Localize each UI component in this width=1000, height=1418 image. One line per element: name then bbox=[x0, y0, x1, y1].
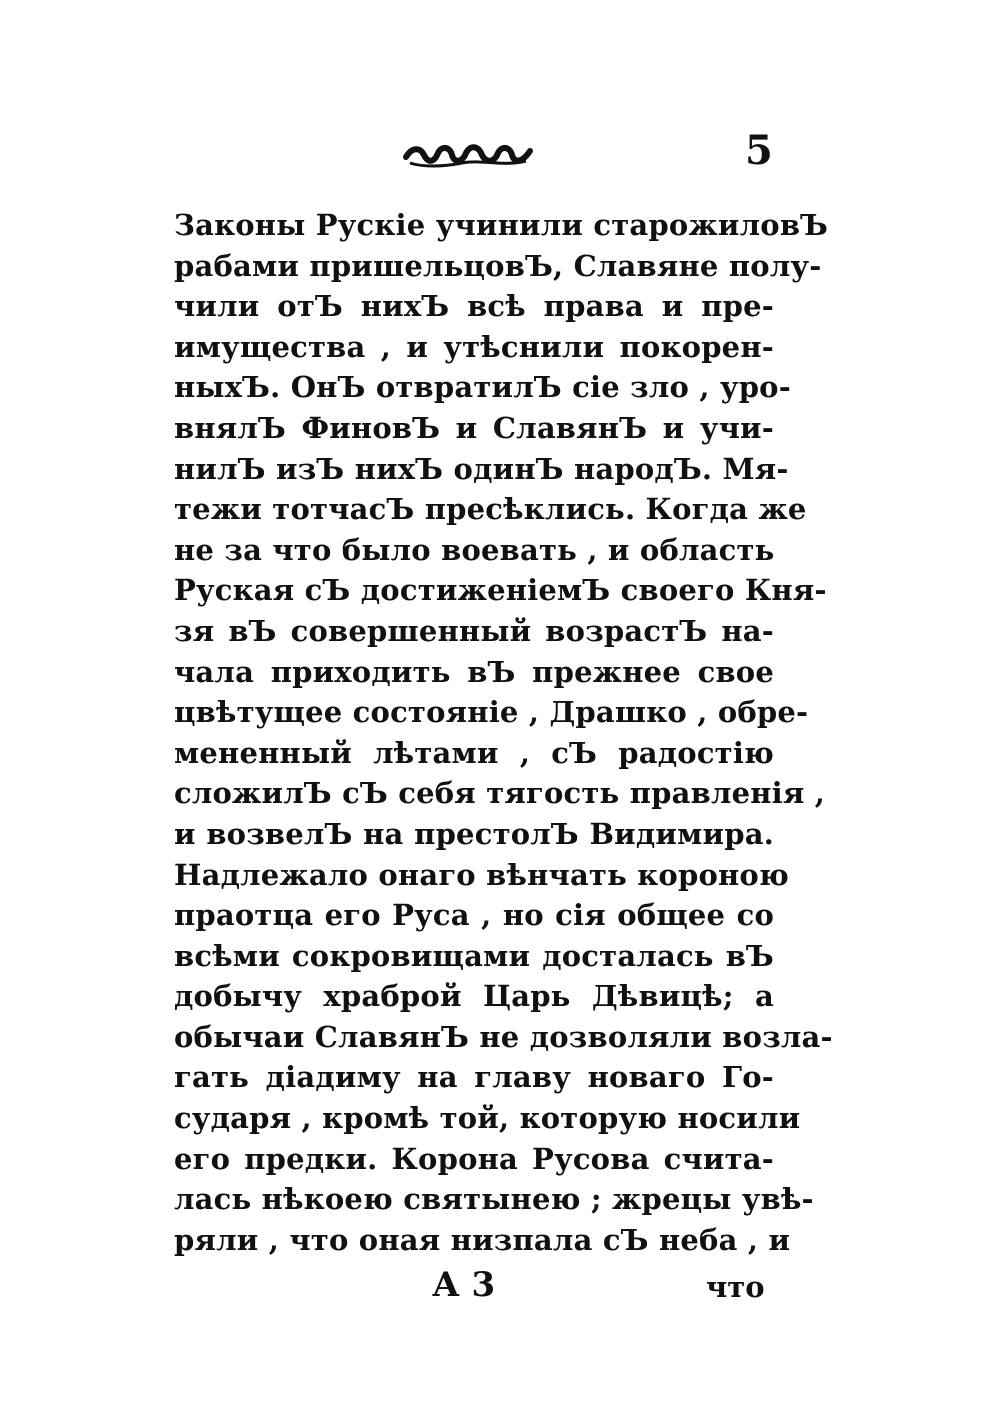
text-line: имущества , и утѣснили покорен- bbox=[174, 329, 774, 364]
text-line: сложилЪ сЪ себя тягость правленія , bbox=[174, 776, 826, 811]
text-line: гать діадиму на главу новаго Го- bbox=[174, 1060, 774, 1095]
catchword: что bbox=[706, 1270, 765, 1304]
headpiece-ornament bbox=[402, 141, 534, 171]
text-line: цвѣтущее состояніе , Драшко , обре- bbox=[174, 695, 809, 730]
text-line: его предки. Корона Русова счита- bbox=[174, 1141, 774, 1176]
text-line: нилЪ изЪ нихЪ одинЪ народЪ. Мя- bbox=[174, 451, 789, 486]
text-line: рабами пришельцовЪ, Славяне полу- bbox=[174, 248, 822, 283]
page-footer bbox=[0, 1265, 1000, 1315]
text-line: ряли , что оная низпала сЪ неба , и bbox=[174, 1222, 791, 1257]
text-line: мененный лѣтами , сЪ радостію bbox=[174, 735, 774, 770]
text-line: обычаи СлавянЪ не дозволяли возла- bbox=[174, 1019, 833, 1054]
signature-mark: А 3 bbox=[432, 1265, 496, 1305]
text-line: Надлежало онаго вѣнчать короною bbox=[174, 857, 789, 892]
text-line: Руская сЪ достиженіемЪ своего Кня- bbox=[174, 573, 827, 608]
text-line: добычу храброй Царь Дѣвицѣ; а bbox=[174, 979, 774, 1014]
text-line: чили отЪ нихЪ всѣ права и пре- bbox=[174, 289, 774, 324]
text-line: ныхЪ. ОнЪ отвратилЪ сіе зло , уро- bbox=[174, 370, 791, 405]
page-header bbox=[0, 127, 1000, 180]
text-line: чала приходить вЪ прежнее свое bbox=[174, 654, 774, 689]
text-line: всѣми сокровищами досталась вЪ bbox=[174, 938, 774, 973]
text-line: не за что было воевать , и область bbox=[174, 532, 775, 567]
text-line: зя вЪ совершенный возрастЪ на- bbox=[174, 613, 774, 648]
text-line: лась нѣкоею святынею ; жрецы увѣ- bbox=[174, 1182, 814, 1217]
text-line: внялЪ ФиновЪ и СлавянЪ и учи- bbox=[174, 410, 774, 445]
text-line: Законы Рускіе учинили старожиловЪ bbox=[174, 208, 829, 242]
page-body-text bbox=[174, 205, 833, 1260]
text-line: праотца его Руса , но сія общее со bbox=[174, 898, 774, 933]
text-line: тежи тотчасЪ пресѣклись. Когда же bbox=[174, 492, 807, 527]
text-line: сударя , кромѣ той, которую носили bbox=[174, 1101, 801, 1136]
text-line: и возвелЪ на престолЪ Видимира. bbox=[174, 816, 774, 851]
page-number: 5 bbox=[745, 127, 773, 174]
